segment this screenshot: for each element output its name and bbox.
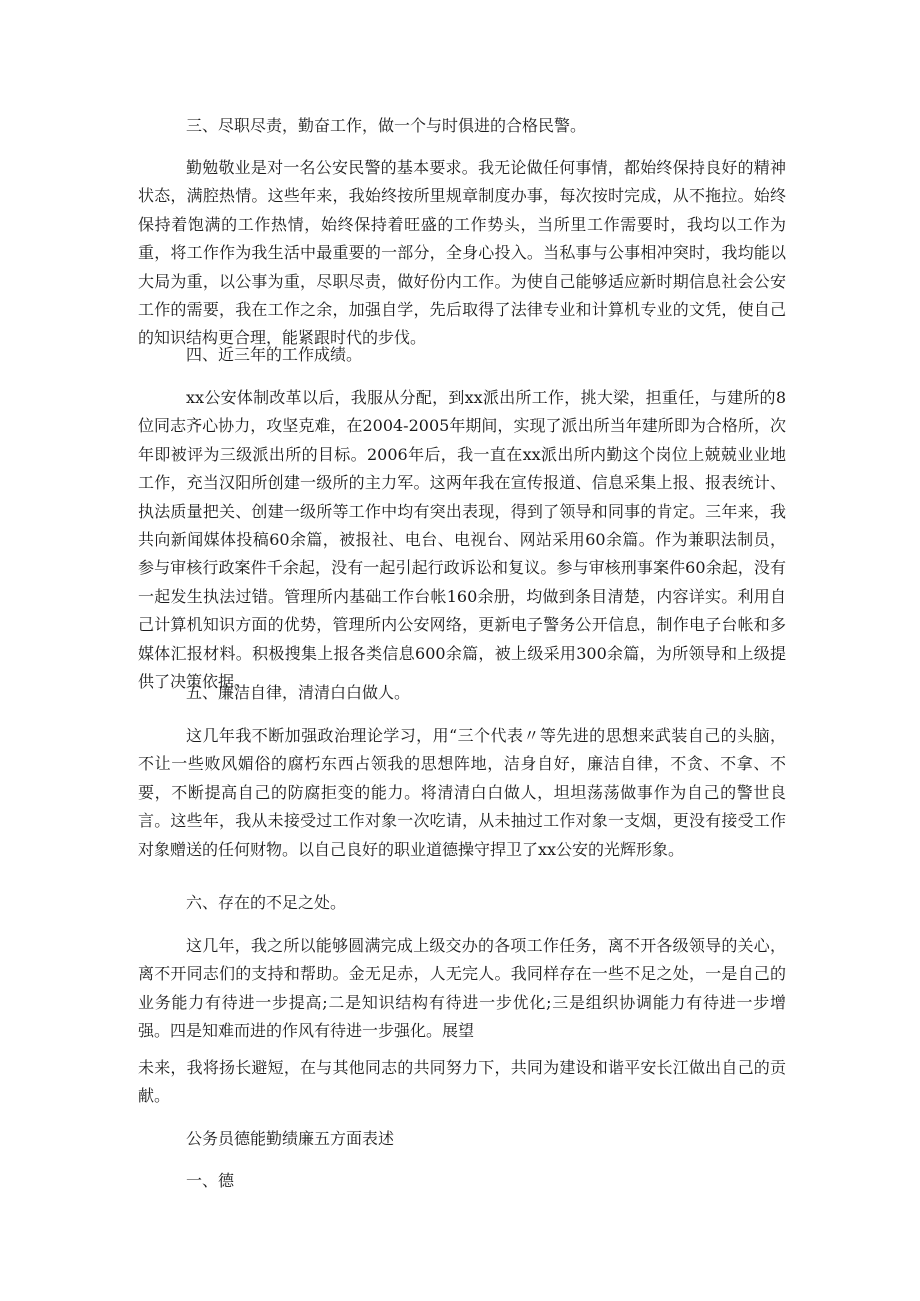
- paragraph-shortcomings: 这几年，我之所以能够圆满完成上级交办的各项工作任务，离不开各级领导的关心，离不开同志们的支持和帮助。金无足赤，人无完人。我同样存在一些不足之处，一是自己的业务能力有待进一步提高;二是知识结构有待进一步优化;三是组织协调能力有待进一步增强。四是知难而进的作风有待进一步强化。展望: [138, 936, 786, 1041]
- section-heading-5: 五、廉洁自律，清清白白做人。: [186, 683, 411, 702]
- section-heading-de: 一、德: [186, 1171, 235, 1190]
- document-title-2: 公务员德能勤绩廉五方面表述: [186, 1129, 395, 1148]
- paragraph-outlook: 未来，我将扬长避短，在与其他同志的共同努力下，共同为建设和谐平安长江做出自己的贡献。: [138, 1058, 786, 1106]
- paragraph-integrity: 这几年我不断加强政治理论学习，用“三个代表〃等先进的思想来武装自己的头脑，不让一些败风媚俗的腐朽东西占领我的思想阵地，洁身自好，廉洁自律，不贪、不拿、不要，不断提高自己的防腐拒变的能力。将清清白白做人，坦坦荡荡做事作为自己的警世良言。这些年，我从未接受过工作对象一次吃请，从未抽过工作对象一支烟，更没有接受工作对象赠送的任何财物。以自己良好的职业道德操守捍卫了xx公安的光辉形象。: [138, 726, 786, 859]
- paragraph-diligence: 勤勉敬业是对一名公安民警的基本要求。我无论做任何事情，都始终保持良好的精神状态，满腔热情。这些年来，我始终按所里规章制度办事，每次按时完成，从不拖拉。始终保持着饱满的工作热情，始终保持着旺盛的工作势头，当所里工作需要时，我均以工作为重，将工作作为我生活中最重要的一部分，全身心投入。当私事与公事相冲突时，我均能以大局为重，以公事为重，尽职尽责，做好份内工作。为使自己能够适应新时期信息社会公安工作的需要，我在工作之余，加强自学，先后取得了法律专业和计算机专业的文凭，使自己的知识结构更合理，能紧跟时代的步伐。: [138, 158, 786, 348]
- paragraph-achievements: xx公安体制改革以后，我服从分配，到xx派出所工作，挑大梁，担重任，与建所的8位同志齐心协力，攻坚克难，在2004-2005年期间，实现了派出所当年建所即为合格所，次年即被评为三级派出所的目标。2006年后，我一直在xx派出所内勤这个岗位上兢兢业业地工作，充当汉阳所创建一级所的主力军。这两年我在宣传报道、信息采集上报、报表统计、执法质量把关、创建一级所等工作中均有突出表现，得到了领导和同事的肯定。三年来，我共向新闻媒体投稿60余篇，被报社、电台、电视台、网站采用60余篇。作为兼职法制员，参与审核行政案件千余起，没有一起引起行政诉讼和复议。参与审核刑事案件60余起，没有一起发生执法过错。管理所内基础工作台帐160余册，均做到条目清楚，内容详实。利用自己计算机知识方面的优势，管理所内公安网络，更新电子警务公开信息，制作电子台帐和多媒体汇报材料。积极搜集上报各类信息600余篇，被上级采用300余篇，为所领导和上级提供了决策依据。: [138, 388, 786, 692]
- section-heading-6: 六、存在的不足之处。: [186, 893, 347, 912]
- section-heading-3: 三、尽职尽责，勤奋工作，做一个与时俱进的合格民警。: [186, 116, 587, 135]
- section-heading-4: 四、近三年的工作成绩。: [186, 345, 363, 364]
